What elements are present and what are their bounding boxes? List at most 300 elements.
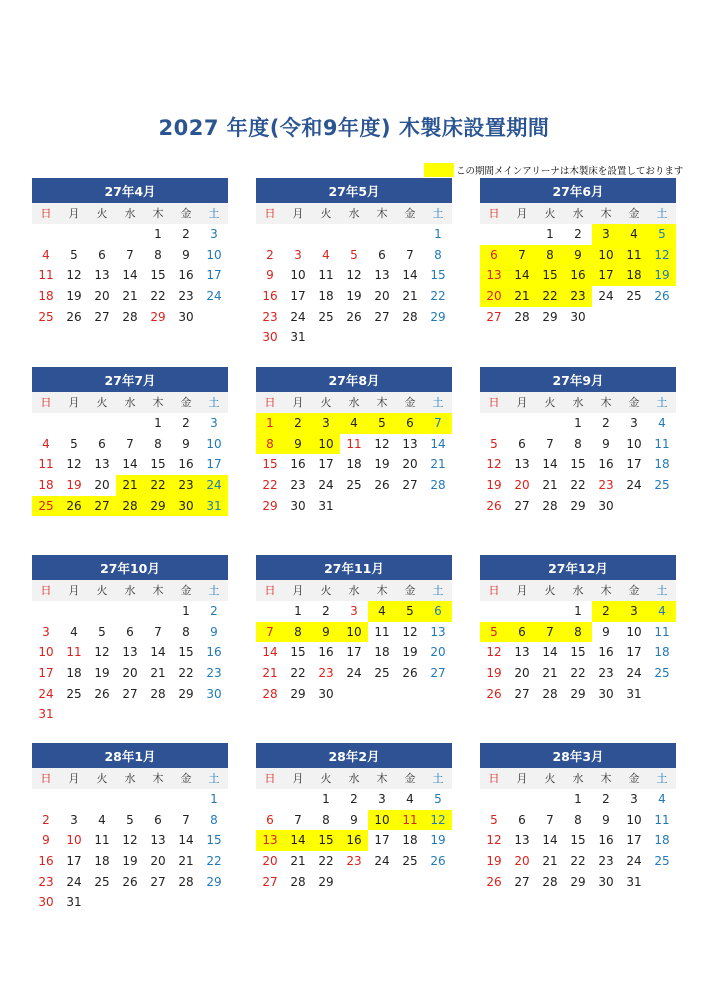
- day-cell: 5: [648, 224, 676, 245]
- empty-cell: [424, 684, 452, 705]
- day-cell: 25: [38, 309, 54, 324]
- weekday-label: 火: [544, 772, 556, 785]
- day-cell: 1: [256, 413, 284, 434]
- day-cell: 6: [126, 624, 134, 639]
- day-cell: 5: [126, 812, 134, 827]
- day-cell: 12: [648, 245, 676, 266]
- month-calendar: [256, 743, 452, 892]
- week-row: [32, 601, 228, 622]
- weekday-label: 金: [180, 207, 192, 220]
- day-cell: 25: [94, 874, 110, 889]
- day-cell: 13: [94, 457, 110, 472]
- day-cell: 5: [396, 601, 424, 622]
- week-row: [32, 684, 228, 705]
- day-cell: 17: [290, 288, 306, 303]
- week-row: [480, 224, 676, 245]
- day-cell: 5: [434, 792, 442, 806]
- day-cell: 18: [374, 645, 390, 660]
- empty-cell: [368, 496, 396, 517]
- week-row: [480, 496, 676, 517]
- day-cell: 8: [536, 245, 564, 266]
- day-cell: 10: [626, 812, 642, 827]
- weekday-label: 日: [40, 207, 52, 220]
- month-calendar: [32, 555, 228, 725]
- day-cell: 22: [318, 853, 334, 868]
- day-cell: 5: [98, 624, 106, 639]
- day-cell: 23: [290, 477, 306, 492]
- day-cell: 8: [210, 812, 218, 827]
- day-cell: 12: [346, 268, 362, 283]
- weekday-row: [32, 203, 228, 224]
- day-cell: 29: [262, 498, 278, 513]
- legend-text: この期間メインアリーナは木製床を設置しております: [456, 166, 684, 177]
- day-cell: 29: [290, 686, 306, 701]
- day-cell: 30: [318, 686, 334, 701]
- day-cell: 4: [406, 792, 414, 806]
- month-calendar: [480, 367, 676, 516]
- empty-cell: [60, 601, 88, 622]
- weekday-label: 月: [292, 207, 304, 220]
- day-cell: 1: [546, 227, 554, 241]
- day-cell: 10: [312, 434, 340, 455]
- day-cell: 18: [654, 457, 670, 472]
- day-cell: 21: [116, 475, 144, 496]
- month-header: 27年11月: [256, 555, 452, 580]
- day-cell: 24: [598, 288, 614, 303]
- day-cell: 13: [122, 645, 138, 660]
- day-cell: 22: [570, 853, 586, 868]
- day-cell: 19: [374, 457, 390, 472]
- day-cell: 20: [122, 665, 138, 680]
- empty-cell: [200, 892, 228, 913]
- empty-cell: [60, 789, 88, 810]
- day-cell: 1: [322, 792, 330, 806]
- weekday-label: 土: [208, 584, 220, 597]
- weekday-label: 土: [432, 207, 444, 220]
- day-cell: 28: [290, 874, 306, 889]
- weekday-label: 水: [124, 396, 136, 409]
- month-calendar: [256, 367, 452, 516]
- day-cell: 26: [66, 309, 82, 324]
- week-row: [256, 245, 452, 266]
- day-cell: 19: [94, 665, 110, 680]
- day-cell: 2: [602, 416, 610, 430]
- day-cell: 27: [122, 686, 138, 701]
- day-cell: 5: [70, 247, 78, 262]
- day-cell: 22: [262, 477, 278, 492]
- weekday-row: [32, 768, 228, 789]
- day-cell: 30: [172, 496, 200, 517]
- weekday-label: 水: [572, 207, 584, 220]
- week-row: [256, 663, 452, 684]
- week-row: [256, 830, 452, 851]
- weekday-label: 火: [96, 772, 108, 785]
- day-cell: 25: [626, 288, 642, 303]
- day-cell: 16: [178, 457, 194, 472]
- empty-cell: [424, 327, 452, 348]
- day-cell: 27: [374, 309, 390, 324]
- empty-cell: [648, 872, 676, 893]
- day-cell: 12: [424, 810, 452, 831]
- day-cell: 20: [150, 853, 166, 868]
- day-cell: 10: [206, 247, 222, 262]
- day-cell: 9: [564, 245, 592, 266]
- day-cell: 8: [182, 624, 190, 639]
- day-cell: 18: [38, 288, 54, 303]
- day-cell: 28: [122, 309, 138, 324]
- day-cell: 6: [378, 247, 386, 262]
- day-cell: 16: [598, 457, 614, 472]
- empty-cell: [424, 496, 452, 517]
- day-cell: 6: [154, 812, 162, 827]
- day-cell: 23: [346, 853, 362, 868]
- day-cell: 31: [38, 707, 54, 722]
- day-cell: 14: [402, 268, 418, 283]
- day-cell: 20: [94, 288, 110, 303]
- weekday-label: 日: [40, 396, 52, 409]
- day-cell: 15: [206, 833, 222, 848]
- day-cell: 16: [598, 645, 614, 660]
- day-cell: 3: [210, 416, 218, 430]
- day-cell: 15: [150, 268, 166, 283]
- empty-cell: [144, 892, 172, 913]
- day-cell: 20: [94, 477, 110, 492]
- weekday-label: 金: [180, 396, 192, 409]
- week-row: [480, 434, 676, 455]
- week-row: [480, 810, 676, 831]
- empty-cell: [88, 224, 116, 245]
- empty-cell: [172, 704, 200, 725]
- day-cell: 29: [570, 874, 586, 889]
- day-cell: 16: [38, 853, 54, 868]
- empty-cell: [88, 601, 116, 622]
- day-cell: 16: [598, 833, 614, 848]
- weekday-label: 金: [404, 772, 416, 785]
- month-header: 27年10月: [32, 555, 228, 580]
- month-calendar: [32, 178, 228, 327]
- week-row: [32, 622, 228, 643]
- empty-cell: [116, 789, 144, 810]
- day-cell: 8: [322, 812, 330, 827]
- weekday-label: 金: [404, 396, 416, 409]
- day-cell: 19: [402, 645, 418, 660]
- day-cell: 9: [350, 812, 358, 827]
- day-cell: 2: [602, 792, 610, 806]
- day-cell: 11: [620, 245, 648, 266]
- day-cell: 18: [620, 265, 648, 286]
- day-cell: 28: [542, 498, 558, 513]
- day-cell: 18: [346, 457, 362, 472]
- day-cell: 21: [542, 853, 558, 868]
- day-cell: 16: [206, 645, 222, 660]
- weekday-label: 水: [348, 396, 360, 409]
- day-cell: 28: [116, 496, 144, 517]
- empty-cell: [508, 601, 536, 622]
- day-cell: 4: [648, 601, 676, 622]
- day-cell: 10: [626, 624, 642, 639]
- day-cell: 1: [154, 416, 162, 430]
- day-cell: 26: [122, 874, 138, 889]
- weekday-label: 水: [124, 772, 136, 785]
- day-cell: 9: [312, 622, 340, 643]
- day-cell: 5: [490, 436, 498, 451]
- day-cell: 20: [514, 853, 530, 868]
- day-cell: 19: [122, 853, 138, 868]
- day-cell: 4: [658, 792, 666, 806]
- empty-cell: [88, 892, 116, 913]
- empty-cell: [480, 413, 508, 434]
- day-cell: 30: [290, 498, 306, 513]
- day-cell: 30: [206, 686, 222, 701]
- weekday-label: 水: [348, 772, 360, 785]
- day-cell: 6: [424, 601, 452, 622]
- empty-cell: [340, 327, 368, 348]
- day-cell: 25: [346, 477, 362, 492]
- empty-cell: [256, 601, 284, 622]
- day-cell: 15: [290, 645, 306, 660]
- day-cell: 26: [374, 477, 390, 492]
- day-cell: 17: [346, 645, 362, 660]
- day-cell: 19: [486, 853, 502, 868]
- week-row: [256, 224, 452, 245]
- week-row: [480, 245, 676, 266]
- month-calendar: [32, 743, 228, 913]
- day-cell: 10: [626, 436, 642, 451]
- day-cell: 16: [290, 457, 306, 472]
- day-cell: 14: [262, 645, 278, 660]
- weekday-label: 水: [572, 772, 584, 785]
- empty-cell: [60, 224, 88, 245]
- day-cell: 15: [536, 265, 564, 286]
- day-cell: 11: [374, 624, 390, 639]
- day-cell: 13: [480, 265, 508, 286]
- empty-cell: [536, 789, 564, 810]
- week-row: [32, 265, 228, 286]
- day-cell: 14: [542, 457, 558, 472]
- weekday-label: 木: [600, 772, 612, 785]
- weekday-label: 月: [68, 396, 80, 409]
- day-cell: 5: [490, 812, 498, 827]
- weekday-label: 月: [68, 207, 80, 220]
- week-row: [32, 830, 228, 851]
- empty-cell: [592, 307, 620, 328]
- day-cell: 16: [318, 645, 334, 660]
- weekday-label: 木: [376, 207, 388, 220]
- day-cell: 27: [402, 477, 418, 492]
- week-row: [480, 851, 676, 872]
- day-cell: 17: [66, 853, 82, 868]
- day-cell: 24: [626, 477, 642, 492]
- day-cell: 17: [626, 645, 642, 660]
- day-cell: 15: [262, 457, 278, 472]
- day-cell: 30: [570, 309, 586, 324]
- day-cell: 26: [94, 686, 110, 701]
- weekday-row: [256, 203, 452, 224]
- empty-cell: [424, 872, 452, 893]
- day-cell: 24: [66, 874, 82, 889]
- day-cell: 20: [430, 645, 446, 660]
- day-cell: 2: [42, 812, 50, 827]
- day-cell: 1: [434, 227, 442, 241]
- day-cell: 18: [318, 288, 334, 303]
- day-cell: 17: [626, 457, 642, 472]
- day-cell: 6: [98, 436, 106, 451]
- empty-cell: [144, 601, 172, 622]
- day-cell: 30: [598, 874, 614, 889]
- day-cell: 11: [38, 457, 54, 472]
- weekday-label: 火: [544, 396, 556, 409]
- day-cell: 12: [122, 833, 138, 848]
- week-row: [256, 413, 452, 434]
- day-cell: 3: [294, 247, 302, 262]
- empty-cell: [284, 789, 312, 810]
- weekday-label: 月: [292, 772, 304, 785]
- day-cell: 13: [402, 436, 418, 451]
- day-cell: 10: [66, 833, 82, 848]
- week-row: [256, 622, 452, 643]
- day-cell: 17: [38, 665, 54, 680]
- weekday-label: 土: [432, 772, 444, 785]
- day-cell: 7: [424, 413, 452, 434]
- day-cell: 29: [318, 874, 334, 889]
- month-header: 27年7月: [32, 367, 228, 392]
- day-cell: 13: [514, 457, 530, 472]
- month-header: 27年4月: [32, 178, 228, 203]
- day-cell: 12: [66, 457, 82, 472]
- empty-cell: [32, 601, 60, 622]
- weekday-label: 火: [96, 396, 108, 409]
- day-cell: 30: [262, 330, 278, 345]
- empty-cell: [88, 704, 116, 725]
- empty-cell: [480, 224, 508, 245]
- week-row: [480, 872, 676, 893]
- day-cell: 26: [402, 665, 418, 680]
- empty-cell: [116, 892, 144, 913]
- day-cell: 25: [402, 853, 418, 868]
- weekday-label: 火: [320, 207, 332, 220]
- page-title: 2027 年度(令和9年度) 木製床設置期間: [158, 116, 550, 140]
- day-cell: 28: [150, 686, 166, 701]
- day-cell: 27: [88, 496, 116, 517]
- weekday-label: 火: [96, 584, 108, 597]
- empty-cell: [508, 413, 536, 434]
- day-cell: 31: [66, 895, 82, 910]
- day-cell: 17: [626, 833, 642, 848]
- day-cell: 6: [480, 245, 508, 266]
- week-row: [256, 851, 452, 872]
- day-cell: 31: [626, 686, 642, 701]
- day-cell: 2: [574, 227, 582, 241]
- day-cell: 29: [570, 686, 586, 701]
- week-row: [480, 265, 676, 286]
- week-row: [256, 286, 452, 307]
- day-cell: 7: [536, 622, 564, 643]
- weekday-label: 月: [68, 772, 80, 785]
- weekday-row: [32, 580, 228, 601]
- week-row: [480, 830, 676, 851]
- day-cell: 23: [598, 665, 614, 680]
- day-cell: 17: [206, 457, 222, 472]
- month-header: 28年3月: [480, 743, 676, 768]
- day-cell: 7: [126, 247, 134, 262]
- day-cell: 15: [570, 457, 586, 472]
- day-cell: 21: [402, 288, 418, 303]
- day-cell: 27: [262, 874, 278, 889]
- weekday-label: 木: [600, 584, 612, 597]
- day-cell: 4: [340, 413, 368, 434]
- day-cell: 1: [574, 604, 582, 618]
- day-cell: 30: [178, 309, 194, 324]
- month-header: 27年8月: [256, 367, 452, 392]
- day-cell: 15: [312, 830, 340, 851]
- weekday-label: 日: [264, 584, 276, 597]
- day-cell: 14: [542, 645, 558, 660]
- day-cell: 5: [368, 413, 396, 434]
- week-row: [256, 434, 452, 455]
- week-row: [256, 810, 452, 831]
- day-cell: 12: [402, 624, 418, 639]
- day-cell: 19: [430, 833, 446, 848]
- weekday-label: 土: [208, 207, 220, 220]
- day-cell: 1: [210, 792, 218, 806]
- day-cell: 7: [406, 247, 414, 262]
- weekday-label: 月: [516, 584, 528, 597]
- week-row: [32, 286, 228, 307]
- day-cell: 13: [150, 833, 166, 848]
- day-cell: 9: [182, 247, 190, 262]
- day-cell: 1: [182, 604, 190, 618]
- weekday-label: 日: [488, 396, 500, 409]
- weekday-label: 日: [488, 772, 500, 785]
- day-cell: 20: [262, 853, 278, 868]
- day-cell: 16: [340, 830, 368, 851]
- day-cell: 31: [318, 498, 334, 513]
- empty-cell: [368, 327, 396, 348]
- day-cell: 16: [262, 288, 278, 303]
- week-row: [256, 642, 452, 663]
- week-row: [32, 475, 228, 496]
- day-cell: 8: [574, 436, 582, 451]
- weekday-row: [480, 392, 676, 413]
- day-cell: 6: [518, 436, 526, 451]
- day-cell: 27: [486, 309, 502, 324]
- day-cell: 6: [508, 622, 536, 643]
- weekday-label: 火: [544, 207, 556, 220]
- day-cell: 22: [536, 286, 564, 307]
- day-cell: 4: [70, 624, 78, 639]
- empty-cell: [200, 307, 228, 328]
- weekday-label: 木: [376, 772, 388, 785]
- day-cell: 21: [150, 665, 166, 680]
- empty-cell: [396, 224, 424, 245]
- day-cell: 7: [294, 812, 302, 827]
- month-calendar: [480, 743, 676, 892]
- empty-cell: [368, 872, 396, 893]
- day-cell: 19: [486, 665, 502, 680]
- weekday-row: [480, 580, 676, 601]
- week-row: [32, 413, 228, 434]
- day-cell: 11: [654, 624, 670, 639]
- day-cell: 9: [210, 624, 218, 639]
- weekday-label: 金: [180, 584, 192, 597]
- weekday-label: 日: [40, 772, 52, 785]
- day-cell: 3: [630, 416, 638, 430]
- empty-cell: [508, 224, 536, 245]
- day-cell: 9: [42, 833, 50, 848]
- weekday-label: 木: [376, 584, 388, 597]
- day-cell: 21: [430, 457, 446, 472]
- day-cell: 21: [508, 286, 536, 307]
